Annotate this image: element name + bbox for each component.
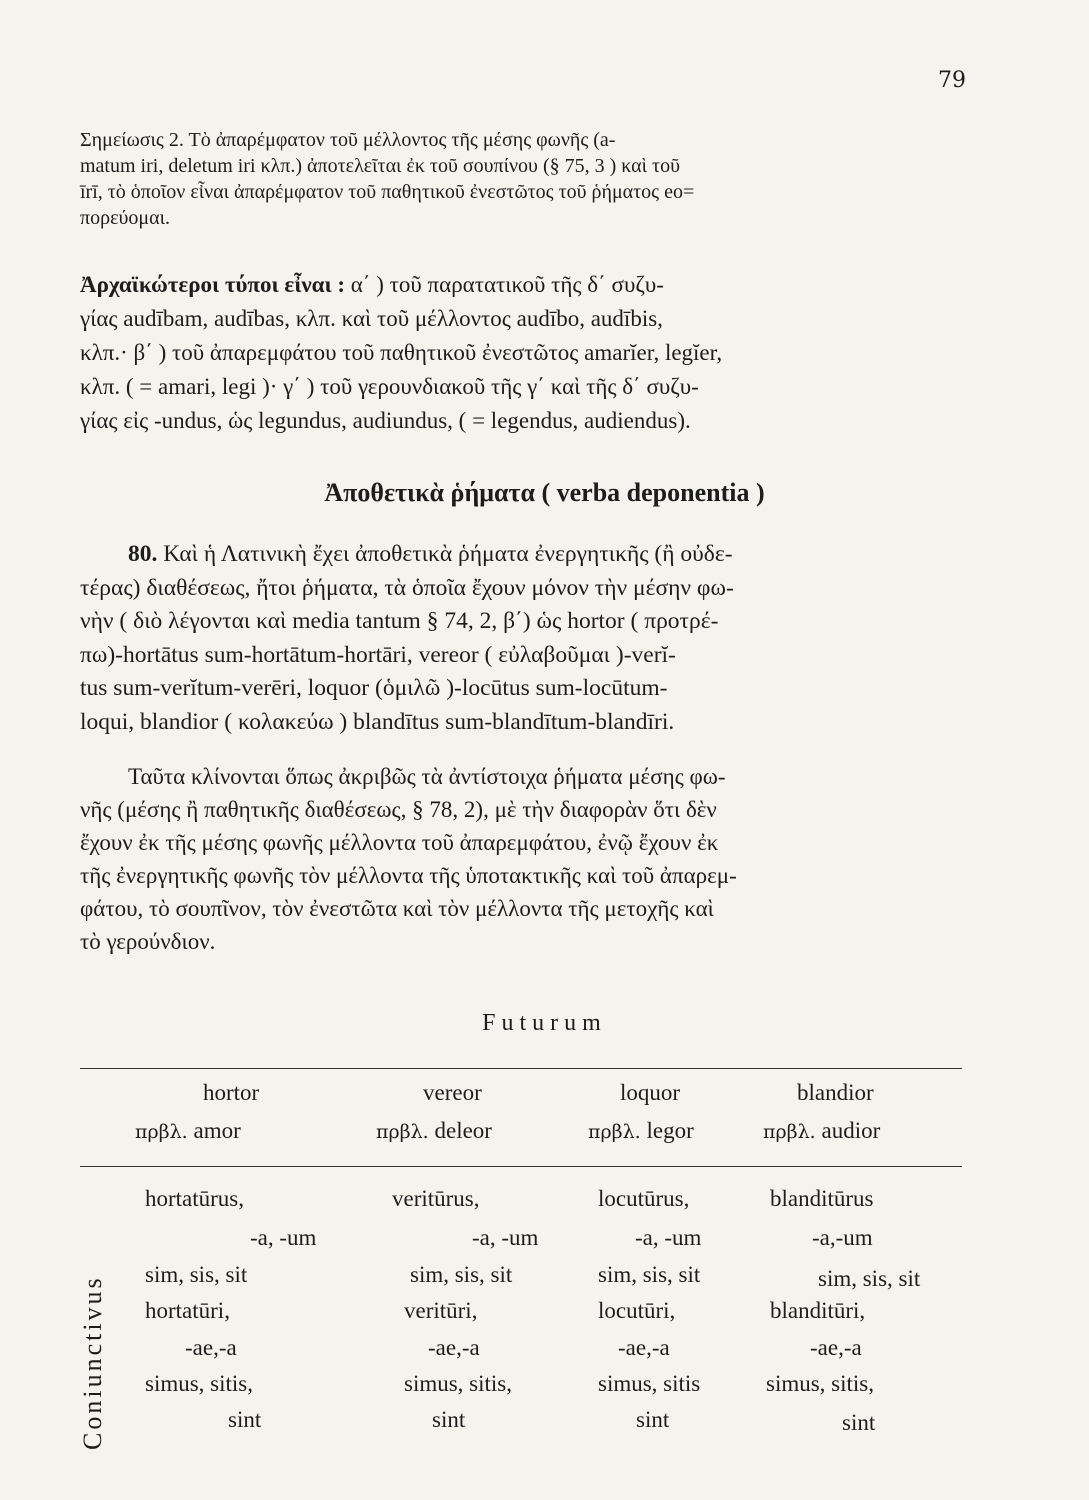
compare-prefix: πρβλ. <box>376 1121 429 1143</box>
deponent-line: νὴν ( διὸ λέγονται καὶ media tantum § 74, 2, β΄) ὡς hortor ( προτρέ- <box>80 608 719 634</box>
table-cell: sint <box>636 1407 670 1432</box>
compare-prefix: πρβλ. <box>763 1121 816 1143</box>
archaic-forms-paragraph <box>80 268 960 438</box>
compare-prefix: πρβλ. <box>135 1121 188 1143</box>
archaic-first-line <box>80 268 960 302</box>
table-cell: locutūri, <box>598 1298 676 1323</box>
archaic-line: γίας audībam, audības, κλπ. καὶ τοῦ μέλλοντος audībo, audībis, <box>80 306 663 331</box>
table-cell: sim, sis, sit <box>598 1262 701 1287</box>
table-cell: -ae,-a <box>428 1335 480 1360</box>
deponent-line: Καὶ ἡ Λατινικὴ ἔχει ἀποθετικὰ ῥήματα ἐνεργητικῆς (ἢ οὐδε- <box>157 541 733 567</box>
table-cell: locutūrus, <box>598 1186 690 1211</box>
inflection-line: τὸ γερούνδιον. <box>80 929 216 954</box>
inflection-line: ἔχουν ἐκ τῆς μέσης φωνῆς μέλλοντα τοῦ ἀπαρεμφάτου, ἐνῷ ἔχουν ἐκ <box>80 830 719 855</box>
table-cell: -a, -um <box>250 1225 317 1250</box>
deponent-line: πω)-hortātus sum-hortātum-hortāri, vereor ( εὐλαβοῦμαι )-verĭ- <box>80 641 676 668</box>
table-cell: blanditūrus <box>770 1186 874 1211</box>
inflection-paragraph <box>80 760 960 958</box>
verb-header: vereor <box>423 1080 482 1105</box>
inflection-line: Ταῦτα κλίνονται ὅπως ἀκριβῶς τὰ ἀντίστοιχα ῥήματα μέσης φω- <box>128 764 726 789</box>
inflection-line: νῆς (μέσης ἢ παθητικῆς διαθέσεως, § 78, 2), μὲ τὴν διαφορὰν ὅτι δὲν <box>80 797 717 822</box>
deponent-line: tus sum-verĭtum-verēri, loquor (ὁμιλῶ )-locūtus sum-locūtum- <box>80 675 668 701</box>
note-line: πορεύομαι. <box>80 207 170 229</box>
archaic-line: γίας εἰς -undus, ὡς legundus, audiundus, ( = legendus, audiendus). <box>80 408 691 433</box>
table-cell: -a, -um <box>635 1225 702 1250</box>
note-line: Σημείωσις 2. Τὸ ἀπαρέμφατον τοῦ μέλλοντος τῆς μέσης φωνῆς (a- <box>80 129 616 151</box>
table-cell: hortatūri, <box>145 1298 230 1323</box>
table-cell: sim, sis, sit <box>818 1266 921 1291</box>
verb-header: blandior <box>797 1080 874 1105</box>
table-cell: hortatūrus, <box>145 1186 245 1211</box>
table-top-rule <box>80 1068 962 1069</box>
table-cell: -ae,-a <box>618 1335 670 1360</box>
note-line: īrī, τὸ ὁποῖον εἶναι ἀπαρέμφατον τοῦ παθητικοῦ ἐνεστῶτος τοῦ ῥήματος eo= <box>80 181 695 203</box>
table-cell: simus, sitis <box>598 1371 701 1396</box>
deponent-first-line <box>80 538 960 572</box>
section-number: 80. <box>128 541 158 567</box>
table-cell: sint <box>432 1407 466 1432</box>
note-line: matum iri, deletum iri κλπ.) ἀποτελεῖται ἐκ τοῦ σουπίνου (§ 75, 3 ) καὶ τοῦ <box>80 155 680 177</box>
section-heading: Ἀποθετικὰ ῥήματα ( verba deponentia ) <box>324 478 765 507</box>
compare-prefix: πρβλ. <box>588 1121 641 1143</box>
compare-cell <box>588 1118 694 1144</box>
deponent-paragraph <box>80 538 960 739</box>
table-cell: sim, sis, sit <box>410 1262 513 1287</box>
table-cell: simus, sitis, <box>766 1371 875 1396</box>
verb-header: hortor <box>203 1080 260 1105</box>
archaic-line: κλπ. ( = amari, legi )· γ΄ ) τοῦ γερουνδιακοῦ τῆς γ΄ καὶ τῆς δ΄ συζυ- <box>80 374 699 399</box>
table-cell: sint <box>842 1410 876 1435</box>
table-cell: -ae,-a <box>810 1335 862 1360</box>
note-paragraph <box>80 127 960 231</box>
archaic-heading: Ἀρχαϊκώτεροι τύποι εἶναι : <box>80 272 346 297</box>
table-cell: sint <box>228 1407 262 1432</box>
deponent-line: τέρας) διαθέσεως, ἤτοι ῥήματα, τὰ ὁποῖα ἔχουν μόνον τὴν μέσην φω- <box>80 574 734 601</box>
table-cell: veritūrus, <box>392 1186 480 1211</box>
inflection-line: φάτου, τὸ σουπῖνον, τὸν ἐνεστῶτα καὶ τὸν μέλλοντα τῆς μετοχῆς καὶ <box>80 896 714 921</box>
compare-verb: audior <box>821 1118 881 1143</box>
inflection-line: τῆς ἐνεργητικῆς φωνῆς τὸν μέλλοντα τῆς ὑποτακτικῆς καὶ τοῦ ἀπαρεμ- <box>80 863 737 888</box>
table-cell: -a, -um <box>472 1225 539 1250</box>
archaic-line: κλπ.· β΄ ) τοῦ ἀπαρεμφάτου τοῦ παθητικοῦ ἐνεστῶτος amarĭer, legĭer, <box>80 340 723 365</box>
compare-cell <box>135 1118 241 1144</box>
table-cell: simus, sitis, <box>404 1371 513 1396</box>
page-number: 79 <box>938 68 966 93</box>
compare-verb: legor <box>646 1118 694 1143</box>
compare-verb: deleor <box>434 1118 492 1143</box>
verb-header: loquor <box>620 1080 681 1105</box>
table-cell: -ae,-a <box>185 1335 237 1360</box>
table-cell: simus, sitis, <box>145 1371 254 1396</box>
table-cell: -a,-um <box>812 1225 873 1250</box>
table-mid-rule <box>80 1166 962 1167</box>
archaic-line: α΄ ) τοῦ παρατατικοῦ τῆς δ΄ συζυ- <box>345 272 664 297</box>
compare-verb: amor <box>193 1118 241 1143</box>
table-cell: sim, sis, sit <box>145 1262 248 1287</box>
coniunctivus-label: Coniunctivus <box>78 1275 107 1450</box>
deponent-line: loqui, blandior ( κολακεύω ) blandītus sum-blandītum-blandīri. <box>80 708 675 735</box>
compare-cell <box>376 1118 492 1144</box>
table-title: Futurum <box>482 1010 607 1036</box>
compare-cell <box>763 1118 880 1144</box>
table-cell: blanditūri, <box>770 1298 866 1323</box>
table-cell: veritūri, <box>404 1298 478 1323</box>
